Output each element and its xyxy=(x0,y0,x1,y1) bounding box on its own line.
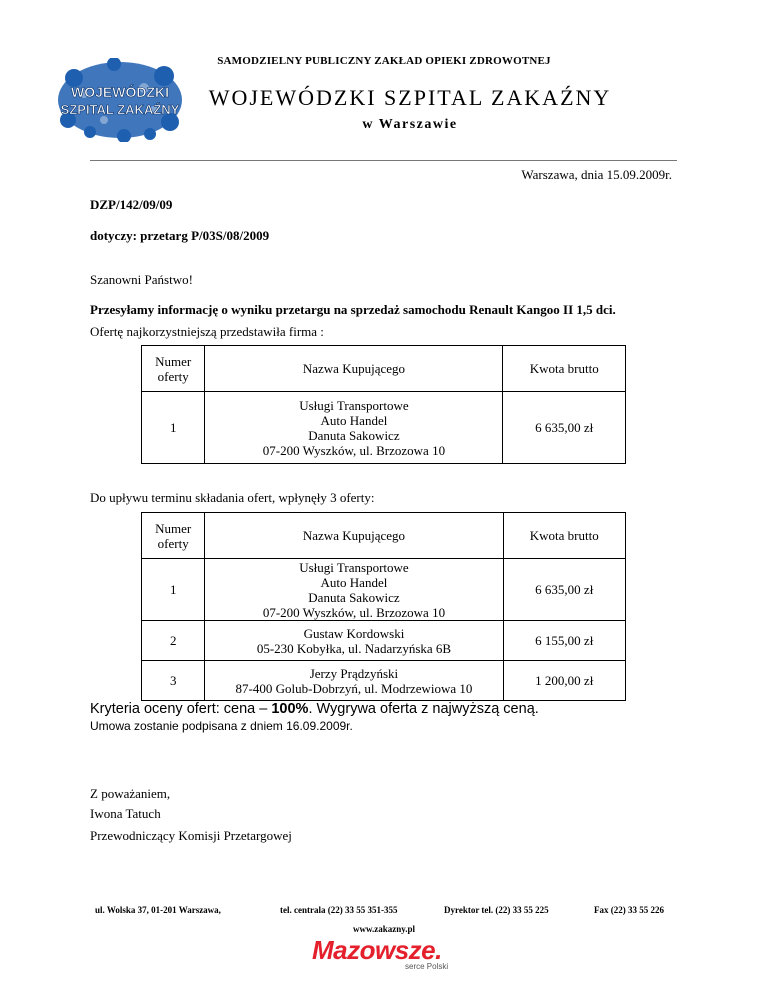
header-number-line2: oferty xyxy=(157,535,189,551)
table-header-row xyxy=(142,513,626,559)
footer-website: www.zakazny.pl xyxy=(352,924,415,934)
table-row xyxy=(142,621,626,661)
best-offer-intro: Ofertę najkorzystniejszą przedstawiła firma : xyxy=(90,324,324,339)
header-amount: Kwota brutto xyxy=(503,513,626,559)
subject-line: dotyczy: przetarg P/03S/08/2009 xyxy=(90,228,270,243)
header-amount: Kwota brutto xyxy=(503,346,626,392)
buyer-line: 07-200 Wyszków, ul. Brzozowa 10 xyxy=(262,442,446,458)
header-number-line2: oferty xyxy=(157,368,189,384)
header-divider xyxy=(90,160,677,161)
buyer-line: 07-200 Wyszków, ul. Brzozowa 10 xyxy=(262,604,446,620)
table-row xyxy=(142,559,626,621)
offer-number: 2 xyxy=(142,621,205,661)
footer-director: Dyrektor tel. (22) 33 55 225 xyxy=(444,905,549,915)
contract-note: Umowa zostanie podpisana z dniem 16.09.2009r. xyxy=(90,719,353,733)
offer-number: 3 xyxy=(142,661,205,701)
header-buyer: Nazwa Kupującego xyxy=(205,346,503,392)
result-info: Przesyłamy informację o wyniku przetargu na sprzedaż samochodu Renault Kangoo II 1,5 dci. xyxy=(90,302,616,317)
table-header-row xyxy=(142,346,626,392)
footer-address: ul. Wolska 37, 01-201 Warszawa, xyxy=(95,905,221,915)
signer-role: Przewodniczący Komisji Przetargowej xyxy=(90,828,292,843)
closing: Z poważaniem, xyxy=(90,786,171,801)
criteria-value: 100% xyxy=(271,701,309,717)
offers-intro: Do upływu terminu składania ofert, wpłynęły 3 oferty: xyxy=(90,490,375,505)
buyer-name xyxy=(205,392,503,464)
logo-text-line2: SZPITAL ZAKAŹNY xyxy=(60,102,180,117)
buyer-line: Usługi Transportowe xyxy=(299,559,409,575)
offers-table xyxy=(141,512,626,701)
greeting: Szanowni Państwo! xyxy=(90,272,193,287)
offer-amount: 6 155,00 zł xyxy=(503,621,626,661)
evaluation-criteria xyxy=(90,701,539,717)
offer-number: 1 xyxy=(142,392,205,464)
buyer-line: Danuta Sakowicz xyxy=(308,589,400,605)
org-type: SAMODZIELNY PUBLICZNY ZAKŁAD OPIEKI ZDROWOTNEJ xyxy=(217,55,551,67)
best-offer-table xyxy=(141,345,626,464)
signer-name: Iwona Tatuch xyxy=(90,806,161,821)
footer-phone: tel. centrala (22) 33 55 351-355 xyxy=(280,905,398,915)
table-row xyxy=(142,661,626,701)
org-name: WOJEWÓDZKI SZPITAL ZAKAŹNY xyxy=(208,85,612,110)
header-number-line1: Numer xyxy=(155,520,192,536)
buyer-line: Gustaw Kordowski xyxy=(303,625,405,641)
criteria-suffix: . Wygrywa oferta z najwyższą ceną. xyxy=(308,701,539,717)
buyer-line: Danuta Sakowicz xyxy=(308,427,400,443)
footer-fax: Fax (22) 33 55 226 xyxy=(594,905,664,915)
buyer-line: 05-230 Kobyłka, ul. Nadarzyńska 6B xyxy=(256,640,452,656)
offer-number: 1 xyxy=(142,559,205,621)
buyer-line: Jerzy Prądzyński xyxy=(309,665,399,681)
letter-date: Warszawa, dnia 15.09.2009r. xyxy=(521,167,672,182)
buyer-name xyxy=(205,621,503,661)
criteria-prefix: Kryteria oceny ofert: cena – xyxy=(90,701,272,717)
hospital-logo xyxy=(54,58,186,142)
buyer-line: 87-400 Golub-Dobrzyń, ul. Modrzewiowa 10 xyxy=(235,680,473,696)
offer-amount: 6 635,00 zł xyxy=(503,392,626,464)
offer-amount: 1 200,00 zł xyxy=(503,661,626,701)
buyer-name xyxy=(205,661,503,701)
table-row xyxy=(142,392,626,464)
header-number-line1: Numer xyxy=(155,353,192,369)
header-offer-number xyxy=(142,346,205,392)
logo-text-line1: WOJEWÓDZKI xyxy=(71,84,169,100)
offer-amount: 6 635,00 zł xyxy=(503,559,626,621)
mazowsze-tagline: serce Polski xyxy=(405,962,449,971)
reference-number: DZP/142/09/09 xyxy=(90,197,173,212)
header-buyer: Nazwa Kupującego xyxy=(205,513,503,559)
mazowsze-logo: Mazowsze. xyxy=(312,935,442,965)
buyer-line: Usługi Transportowe xyxy=(299,397,409,413)
header-offer-number xyxy=(142,513,205,559)
buyer-name xyxy=(205,559,503,621)
buyer-line: Auto Handel xyxy=(320,412,388,428)
buyer-line: Auto Handel xyxy=(320,574,388,590)
org-city: w Warszawie xyxy=(362,117,458,132)
